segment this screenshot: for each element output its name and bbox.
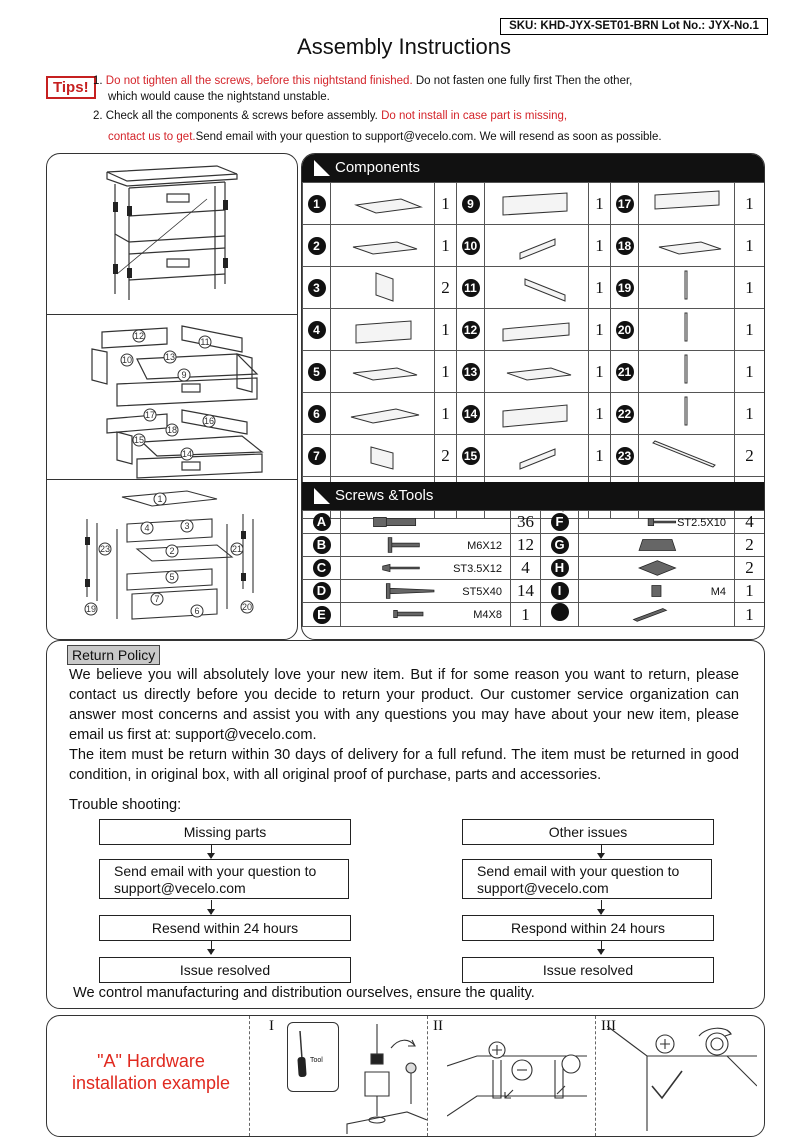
drawer-illustration xyxy=(47,314,297,480)
component-number-cell xyxy=(303,183,331,225)
divider xyxy=(249,1016,250,1136)
screw-drawing xyxy=(341,603,461,625)
component-part-drawing xyxy=(639,351,735,387)
cam-tighten-drawing xyxy=(607,1026,757,1131)
tip-2-text: Check all the components & screws before assembly. xyxy=(105,110,378,122)
svg-text:11: 11 xyxy=(200,337,210,347)
svg-text:19: 19 xyxy=(85,604,97,614)
component-quantity: 2 xyxy=(435,435,457,477)
tip-1-warning: Do not tighten all the screws, before this nightstand finished. xyxy=(105,75,413,87)
screw-size-label: M4 xyxy=(710,586,726,598)
page-title: Assembly Instructions xyxy=(297,34,511,59)
component-quantity: 1 xyxy=(735,393,765,435)
tip-1-number: 1. xyxy=(93,75,103,87)
arrow-down-icon xyxy=(601,844,602,858)
component-part-drawing xyxy=(639,435,735,471)
component-part-drawing xyxy=(331,183,427,219)
screw-row xyxy=(303,557,765,580)
screw-picture-cell xyxy=(341,511,511,534)
blank-marker-icon xyxy=(551,603,569,621)
triangle-icon xyxy=(314,160,330,176)
component-number: 20 xyxy=(616,321,634,339)
screw-picture-cell xyxy=(341,557,511,580)
component-number-cell xyxy=(457,309,485,351)
quality-statement: We control manufacturing and distribution ourselves, ensure the quality. xyxy=(73,985,535,1001)
divider xyxy=(595,1016,596,1136)
component-part-drawing xyxy=(331,225,427,261)
return-policy-text xyxy=(69,665,739,785)
component-number-cell xyxy=(611,351,639,393)
screw-letter-cell xyxy=(303,534,341,557)
component-number: 14 xyxy=(462,405,480,423)
component-number-cell xyxy=(611,267,639,309)
component-row xyxy=(303,351,765,393)
component-part-drawing xyxy=(485,225,581,261)
component-picture-cell xyxy=(639,267,735,309)
svg-text:5: 5 xyxy=(169,572,175,582)
component-number: 4 xyxy=(308,321,326,339)
tip-3 xyxy=(108,129,662,146)
svg-text:15: 15 xyxy=(133,435,145,445)
screw-picture-cell xyxy=(579,580,735,603)
component-picture-cell xyxy=(485,435,589,477)
screw-letter: E xyxy=(313,606,331,624)
cam-bolt-install-drawing xyxy=(337,1024,427,1134)
svg-text:6: 6 xyxy=(194,606,200,616)
drawer-drawing xyxy=(47,314,297,479)
component-number: 3 xyxy=(308,279,326,297)
svg-text:2: 2 xyxy=(169,546,175,556)
component-quantity: 1 xyxy=(735,183,765,225)
step-label-1: I xyxy=(269,1018,274,1034)
screw-quantity: 14 xyxy=(511,580,541,603)
screw-letter-cell xyxy=(303,580,341,603)
component-quantity: 1 xyxy=(735,309,765,351)
component-part-drawing xyxy=(639,267,735,303)
screw-picture-cell xyxy=(579,603,735,627)
svg-text:10: 10 xyxy=(121,355,133,365)
component-part-drawing xyxy=(331,351,427,387)
screw-quantity: 2 xyxy=(735,534,765,557)
screw-letter: G xyxy=(551,536,569,554)
component-part-drawing xyxy=(331,435,427,471)
screw-quantity: 1 xyxy=(735,603,765,627)
tip-3-text: Send email with your question to support@vecelo.com. We will resend as soon as possible. xyxy=(195,131,662,143)
screw-size-label: M6X12 xyxy=(467,540,502,552)
component-part-drawing xyxy=(485,183,581,219)
screws-title: Screws &Tools xyxy=(335,487,434,504)
component-part-drawing xyxy=(331,393,427,429)
component-picture-cell xyxy=(485,183,589,225)
component-number: 13 xyxy=(462,363,480,381)
screw-picture-cell xyxy=(341,534,511,557)
screw-size-label: ST3.5X12 xyxy=(453,563,502,575)
trouble-shooting-label: Trouble shooting: xyxy=(69,797,182,813)
screws-table xyxy=(302,510,765,627)
flow-right-step-4: Issue resolved xyxy=(462,957,714,983)
component-part-drawing xyxy=(485,351,581,387)
step-label-2: II xyxy=(433,1018,443,1034)
component-part-drawing xyxy=(639,309,735,345)
nightstand-illustration xyxy=(47,154,297,315)
component-number: 23 xyxy=(616,447,634,465)
component-picture-cell xyxy=(639,393,735,435)
component-part-drawing xyxy=(485,435,581,471)
exploded-view-drawing xyxy=(47,479,297,639)
screw-drawing xyxy=(579,580,699,602)
screw-size-label: ST2.5X10 xyxy=(677,517,726,529)
component-number-cell xyxy=(457,183,485,225)
screw-quantity: 1 xyxy=(735,580,765,603)
component-picture-cell xyxy=(331,309,435,351)
screw-picture-cell xyxy=(579,557,735,580)
screw-letter-cell xyxy=(541,534,579,557)
component-picture-cell xyxy=(639,225,735,267)
component-picture-cell xyxy=(639,351,735,393)
svg-text:23: 23 xyxy=(99,544,111,554)
component-picture-cell xyxy=(485,309,589,351)
arrow-down-icon xyxy=(211,844,212,858)
tip-1-text: Do not fasten one fully first Then the other, xyxy=(412,75,633,87)
component-picture-cell xyxy=(331,183,435,225)
component-picture-cell xyxy=(331,225,435,267)
component-quantity: 1 xyxy=(735,225,765,267)
component-number: 6 xyxy=(308,405,326,423)
component-row xyxy=(303,309,765,351)
screw-quantity: 12 xyxy=(511,534,541,557)
return-policy-paragraph-1: We believe you will absolutely love your new item. But if for some reason you want to return, please contact us directly before you decide to return your product. Our customer service organization can answer most concerns and assist you with any questions you may have about your new item, please email us first at: support@vecelo.com. xyxy=(69,667,739,743)
component-row xyxy=(303,435,765,477)
component-part-drawing xyxy=(639,393,735,429)
component-number-cell xyxy=(611,225,639,267)
screw-quantity: 4 xyxy=(735,511,765,534)
tool-frame xyxy=(287,1022,339,1092)
flow-left-step-4: Issue resolved xyxy=(99,957,351,983)
component-quantity: 1 xyxy=(435,183,457,225)
component-number-cell xyxy=(303,225,331,267)
component-part-drawing xyxy=(485,267,581,303)
screw-drawing xyxy=(579,557,699,579)
screw-letter: B xyxy=(313,536,331,554)
component-quantity: 2 xyxy=(435,267,457,309)
component-picture-cell xyxy=(331,351,435,393)
component-number: 1 xyxy=(308,195,326,213)
component-number-cell xyxy=(611,435,639,477)
triangle-icon xyxy=(314,488,330,504)
svg-text:17: 17 xyxy=(144,410,156,420)
screw-size-label: M4X8 xyxy=(473,609,502,621)
component-quantity: 1 xyxy=(735,267,765,309)
tool-label: Tool xyxy=(310,1057,323,1064)
components-table xyxy=(302,182,765,519)
screw-drawing xyxy=(579,603,699,625)
component-number: 18 xyxy=(616,237,634,255)
screw-letter-cell xyxy=(541,580,579,603)
component-part-drawing xyxy=(485,309,581,345)
component-part-drawing xyxy=(331,267,427,303)
screw-picture-cell xyxy=(579,534,735,557)
components-title: Components xyxy=(335,159,421,176)
component-quantity: 1 xyxy=(589,435,611,477)
component-number: 9 xyxy=(462,195,480,213)
screw-quantity: 4 xyxy=(511,557,541,580)
screw-letter: D xyxy=(313,582,331,600)
component-number-cell xyxy=(303,435,331,477)
arrow-down-icon xyxy=(601,940,602,954)
hardware-title-line-2: installation example xyxy=(71,1073,231,1093)
svg-text:16: 16 xyxy=(203,416,215,426)
component-picture-cell xyxy=(331,435,435,477)
svg-text:13: 13 xyxy=(164,352,176,362)
component-number-cell xyxy=(303,309,331,351)
component-number-cell xyxy=(611,309,639,351)
sku-lot-label: SKU: KHD-JYX-SET01-BRN Lot No.: JYX-No.1 xyxy=(500,18,768,35)
screw-letter: A xyxy=(313,513,331,531)
screw-row xyxy=(303,580,765,603)
screw-letter-cell xyxy=(303,603,341,627)
component-number: 7 xyxy=(308,447,326,465)
svg-text:7: 7 xyxy=(154,594,160,604)
component-number-cell xyxy=(303,351,331,393)
component-number: 19 xyxy=(616,279,634,297)
arrow-down-icon xyxy=(601,900,602,914)
component-row xyxy=(303,183,765,225)
divider xyxy=(427,1016,428,1136)
hardware-example-title xyxy=(61,1050,241,1094)
exploded-view-illustration xyxy=(47,479,297,639)
screw-drawing xyxy=(341,580,461,602)
component-quantity: 1 xyxy=(435,225,457,267)
flow-right-step-3: Respond within 24 hours xyxy=(462,915,714,941)
component-number: 2 xyxy=(308,237,326,255)
component-number: 11 xyxy=(462,279,480,297)
component-quantity: 1 xyxy=(589,309,611,351)
screw-quantity: 1 xyxy=(511,603,541,627)
svg-text:3: 3 xyxy=(184,521,190,531)
arrow-down-icon xyxy=(211,900,212,914)
flow-right-step-2: Send email with your question to support@vecelo.com xyxy=(462,859,712,899)
component-quantity: 1 xyxy=(435,351,457,393)
svg-text:12: 12 xyxy=(133,331,145,341)
tip-1-continued: which would cause the nightstand unstable. xyxy=(108,91,330,103)
screw-drawing xyxy=(579,534,699,556)
component-part-drawing xyxy=(639,183,735,219)
screw-drawing xyxy=(341,534,461,556)
svg-text:9: 9 xyxy=(181,370,187,380)
screws-header xyxy=(302,482,764,510)
svg-text:1: 1 xyxy=(157,494,163,504)
parts-panel xyxy=(301,153,765,640)
components-header xyxy=(302,154,764,182)
illustration-panel xyxy=(46,153,298,640)
flow-left-step-2: Send email with your question to support@vecelo.com xyxy=(99,859,349,899)
component-picture-cell xyxy=(485,351,589,393)
component-number-cell xyxy=(457,393,485,435)
screw-row xyxy=(303,603,765,627)
component-quantity: 1 xyxy=(435,393,457,435)
svg-text:4: 4 xyxy=(144,523,150,533)
screw-picture-cell xyxy=(341,603,511,627)
screw-letter: C xyxy=(313,559,331,577)
flow-left-step-3: Resend within 24 hours xyxy=(99,915,351,941)
cam-lock-install-drawing xyxy=(447,1026,587,1131)
component-number: 15 xyxy=(462,447,480,465)
screw-drawing xyxy=(341,511,461,533)
component-quantity: 1 xyxy=(735,351,765,393)
svg-text:14: 14 xyxy=(181,449,193,459)
flow-right-step-1: Other issues xyxy=(462,819,714,845)
arrow-down-icon xyxy=(211,940,212,954)
tips-badge: Tips! xyxy=(46,76,96,99)
screw-letter-cell xyxy=(303,557,341,580)
screw-letter-cell xyxy=(303,511,341,534)
component-number-cell xyxy=(303,267,331,309)
component-number: 5 xyxy=(308,363,326,381)
component-quantity: 2 xyxy=(735,435,765,477)
svg-text:20: 20 xyxy=(241,602,253,612)
component-quantity: 1 xyxy=(589,351,611,393)
component-row xyxy=(303,393,765,435)
component-number-cell xyxy=(457,435,485,477)
component-row xyxy=(303,267,765,309)
component-number-cell xyxy=(457,225,485,267)
svg-text:21: 21 xyxy=(231,544,243,554)
screw-letter-cell xyxy=(541,603,579,627)
component-number-cell xyxy=(457,351,485,393)
component-part-drawing xyxy=(639,225,735,261)
screw-letter: F xyxy=(551,513,569,531)
screw-picture-cell xyxy=(579,511,735,534)
tip-1 xyxy=(93,73,632,90)
return-policy-panel xyxy=(46,640,765,1009)
component-number-cell xyxy=(611,393,639,435)
hardware-title-line-1: "A" Hardware xyxy=(97,1051,205,1071)
component-picture-cell xyxy=(485,393,589,435)
hardware-example-panel xyxy=(46,1015,765,1137)
component-number: 22 xyxy=(616,405,634,423)
screw-picture-cell xyxy=(341,580,511,603)
component-number-cell xyxy=(457,267,485,309)
component-picture-cell xyxy=(485,225,589,267)
screw-letter: I xyxy=(551,582,569,600)
screw-letter-cell xyxy=(541,511,579,534)
return-policy-paragraph-2: The item must be return within 30 days of delivery for a full refund. The item must be returned in good condition, in original box, with all original proof of purchase, parts and accessories. xyxy=(69,747,739,783)
component-part-drawing xyxy=(331,309,427,345)
screw-drawing xyxy=(341,557,461,579)
component-quantity: 1 xyxy=(589,267,611,309)
screw-size-label: ST5X40 xyxy=(462,586,502,598)
component-picture-cell xyxy=(331,267,435,309)
tip-2 xyxy=(93,108,567,125)
component-number: 21 xyxy=(616,363,634,381)
component-quantity: 1 xyxy=(589,183,611,225)
screw-row xyxy=(303,534,765,557)
component-quantity: 1 xyxy=(589,225,611,267)
tip-2-warning: Do not install in case part is missing, xyxy=(377,110,568,122)
screw-quantity: 2 xyxy=(735,557,765,580)
tip-3-warning: contact us to get. xyxy=(108,131,196,143)
tip-2-number: 2. xyxy=(93,110,103,122)
component-row xyxy=(303,225,765,267)
component-number-cell xyxy=(611,183,639,225)
screw-letter-cell xyxy=(541,557,579,580)
svg-text:18: 18 xyxy=(166,425,178,435)
screw-row xyxy=(303,511,765,534)
component-part-drawing xyxy=(485,393,581,429)
screw-quantity: 36 xyxy=(511,511,541,534)
component-picture-cell xyxy=(639,309,735,351)
flow-left-step-1: Missing parts xyxy=(99,819,351,845)
component-number: 12 xyxy=(462,321,480,339)
step-label-3: III xyxy=(601,1018,616,1034)
nightstand-drawing xyxy=(47,154,297,314)
component-picture-cell xyxy=(639,435,735,477)
component-picture-cell xyxy=(639,183,735,225)
component-picture-cell xyxy=(331,393,435,435)
component-picture-cell xyxy=(485,267,589,309)
component-quantity: 1 xyxy=(435,309,457,351)
return-policy-title: Return Policy xyxy=(67,645,160,665)
component-number: 17 xyxy=(616,195,634,213)
screw-letter: H xyxy=(551,559,569,577)
component-number: 10 xyxy=(462,237,480,255)
component-number-cell xyxy=(303,393,331,435)
component-quantity: 1 xyxy=(589,393,611,435)
